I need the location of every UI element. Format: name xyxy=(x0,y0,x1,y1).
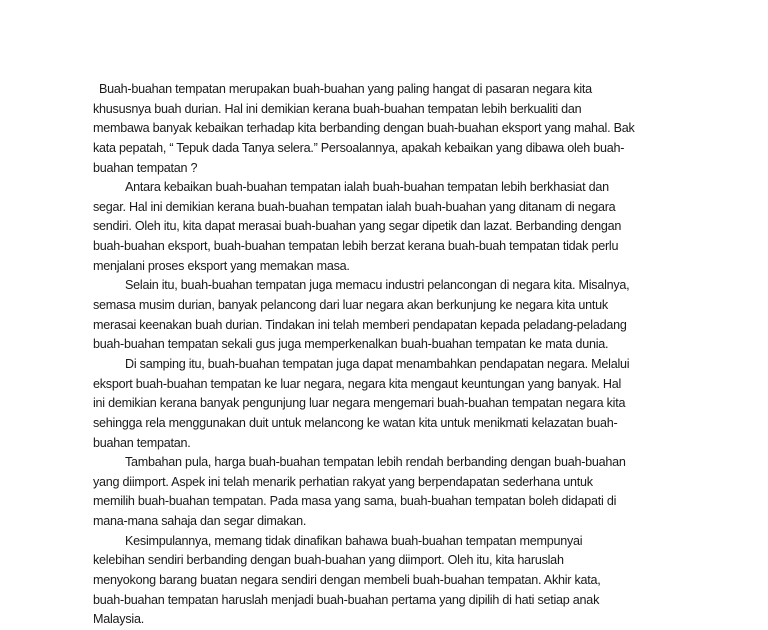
text-line: sehingga rela menggunakan duit untuk melancong ke watan kita untuk menikmati kelazatan buah- xyxy=(93,415,618,430)
text-line: buah-buahan tempatan sekali gus juga memperkenalkan buah-buahan tempatan ke mata dunia. xyxy=(93,337,609,352)
text-line: Antara kebaikan buah-buahan tempatan ialah buah-buahan tempatan lebih berkhasiat dan xyxy=(125,180,609,195)
paragraph-4 xyxy=(93,355,713,453)
text-line: buahan tempatan ? xyxy=(93,160,198,175)
text-line: kata pepatah, “ Tepuk dada Tanya selera.” Persoalannya, apakah kebaikan yang dibawa oleh buah- xyxy=(93,140,625,155)
text-line: kelebihan sendiri berbanding dengan buah-buahan yang diimport. Oleh itu, kita haruslah xyxy=(93,553,564,568)
text-line: khususnya buah durian. Hal ini demikian kerana buah-buahan tempatan lebih berkualiti dan xyxy=(93,101,582,116)
paragraph-3 xyxy=(93,276,713,355)
text-line: buah-buahan eksport, buah-buahan tempatan lebih berzat kerana buah-buah tempatan tidak perlu xyxy=(93,239,619,254)
text-line: ini demikian kerana banyak pengunjung luar negara mengemari buah-buahan tempatan negara kita xyxy=(93,396,626,411)
text-line: segar. Hal ini demikian kerana buah-buahan tempatan ialah buah-buahan yang ditanam di negara xyxy=(93,199,616,214)
text-line: mana-mana sahaja dan segar dimakan. xyxy=(93,514,307,529)
text-line: menyokong barang buatan negara sendiri dengan membeli buah-buahan tempatan. Akhir kata, xyxy=(93,573,601,588)
text-line: buah-buahan tempatan haruslah menjadi buah-buahan pertama yang dipilih di hati setiap anak xyxy=(93,592,600,607)
text-line: merasai keenakan buah durian. Tindakan ini telah memberi pendapatan kepada peladang-peladang xyxy=(93,317,627,332)
document-body xyxy=(93,80,713,630)
text-line: Tambahan pula, harga buah-buahan tempatan lebih rendah berbanding dengan buah-buahan xyxy=(125,455,626,470)
text-line: buahan tempatan. xyxy=(93,435,191,450)
text-line: menjalani proses eksport yang memakan masa. xyxy=(93,258,350,273)
paragraph-1 xyxy=(93,80,713,178)
text-line: memilih buah-buahan tempatan. Pada masa yang sama, buah-buahan tempatan boleh didapati di xyxy=(93,494,617,509)
text-line: Selain itu, buah-buahan tempatan juga memacu industri pelancongan di negara kita. Misalnya, xyxy=(125,278,630,293)
text-line: yang diimport. Aspek ini telah menarik perhatian rakyat yang berpendapatan sederhana untuk xyxy=(93,474,593,489)
text-line: Kesimpulannya, memang tidak dinafikan bahawa buah-buahan tempatan mempunyai xyxy=(125,533,583,548)
text-line: membawa banyak kebaikan terhadap kita berbanding dengan buah-buahan eksport yang mahal. Bak xyxy=(93,121,635,136)
paragraph-5 xyxy=(93,453,713,532)
text-line: Malaysia. xyxy=(93,612,144,627)
paragraph-6 xyxy=(93,532,713,630)
paragraph-2 xyxy=(93,178,713,276)
text-line: Buah-buahan tempatan merupakan buah-buahan yang paling hangat di pasaran negara kita xyxy=(99,82,592,96)
text-line: semasa musim durian, banyak pelancong dari luar negara akan berkunjung ke negara kita untuk xyxy=(93,298,608,313)
text-line: sendiri. Oleh itu, kita dapat merasai buah-buahan yang segar dipetik dan lazat. Berbanding dengan xyxy=(93,219,622,234)
text-line: Di samping itu, buah-buahan tempatan juga dapat menambahkan pendapatan negara. Melalui xyxy=(125,356,630,371)
text-line: eksport buah-buahan tempatan ke luar negara, negara kita mengaut keuntungan yang banyak. Hal xyxy=(93,376,622,391)
